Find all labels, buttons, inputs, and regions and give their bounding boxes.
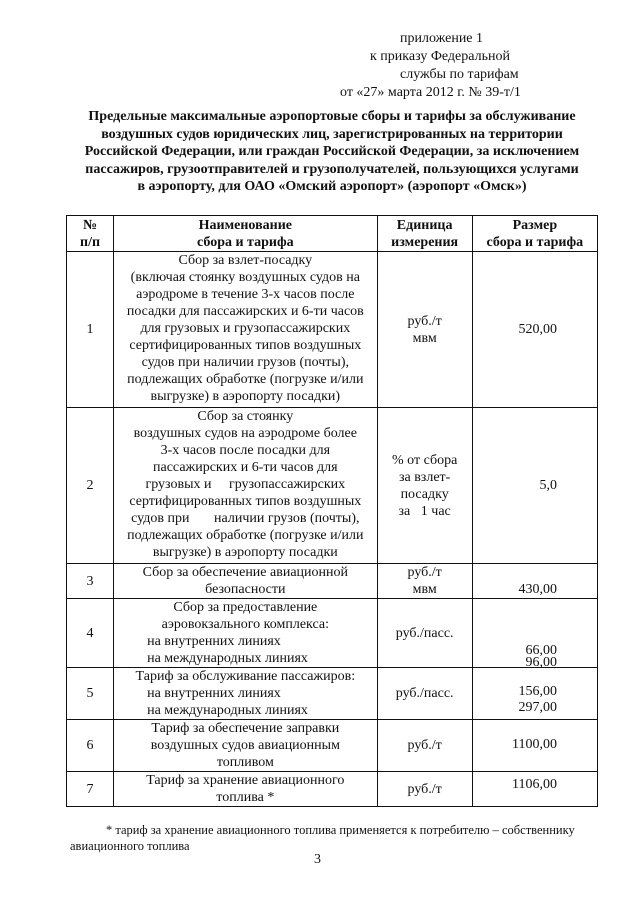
row-value-line: 1100,00 [512,737,557,752]
row-name [114,252,377,408]
row-unit-line: руб./т [407,313,442,329]
row-value-line: 1106,00 [512,777,557,792]
row-unit [377,408,472,564]
row-value-line: 96,00 [525,655,557,670]
row-unit-line: руб./пасс. [395,686,454,701]
appendix-header [340,30,600,102]
row-name-line: Тариф за хранение авиационного [146,773,345,788]
row-name-line: 3-х часов после посадки для [160,443,331,458]
header-unit [377,216,472,252]
row-name-line: на международных линиях [147,651,308,666]
row-name-line: на международных линиях [147,703,308,718]
row-name-line: для грузовых и грузопассажирских [140,321,351,336]
row-value-line: 520,00 [518,322,557,337]
row-unit-line: % от сбора [391,452,458,468]
row-name-line: выгрузке) в аэропорту посадки [152,545,338,560]
row-name-line: судов при наличии грузов (почты), [131,511,360,526]
row-name-line: Сбор за предоставление [173,600,318,615]
row-number: 5 [67,668,114,720]
row-value-line: 66,00 [525,643,557,658]
row-number: 2 [67,408,114,564]
header-value-line-1: Размер [512,217,558,233]
row-unit [377,564,472,599]
row-unit-line: посадку [400,486,449,502]
row-value [472,668,597,720]
row-name-line: (включая стоянку воздушных судов на [130,270,360,285]
appendix-line-4: от «27» марта 2012 г. № 39-т/1 [340,85,521,100]
row-value-line: 430,00 [518,582,557,597]
row-name [114,720,377,772]
appendix-line-2: к приказу Федеральной [370,49,510,64]
row-name [114,408,377,564]
table-row [67,668,598,720]
row-name-line: безопасности [205,582,286,597]
title-line-4: пассажиров, грузоотправителей и грузополучателей, пользующихся услугами [85,161,579,177]
title-line-2: воздушных судов юридических лиц, зарегистрированных на территории [101,126,563,142]
table-row [67,720,598,772]
header-unit-line-1: Единица [396,217,453,233]
row-value [472,599,597,668]
row-number: 1 [67,252,114,408]
header-name-line-2: сбора и тарифа [197,234,294,250]
header-value [472,216,597,252]
row-name-line: сертифицированных типов воздушных [129,494,362,509]
title-line-3: Российской Федерации, или граждан Российской Федерации, за исключением [84,144,580,160]
row-name-line: воздушных судов авиационным [150,738,340,753]
header-number [67,216,114,252]
row-unit [377,599,472,668]
table-row [67,599,598,668]
row-value [472,772,597,807]
row-unit-line: за 1 час [398,503,451,519]
row-name-line: сертифицированных типов воздушных [129,338,362,353]
row-value [472,564,597,599]
row-name-line: посадки для пассажирских и 6-ти часов [126,304,364,319]
row-unit [377,772,472,807]
row-name-line: грузовых и грузопассажирских [145,477,346,492]
table-row [67,408,598,564]
document-title [62,108,602,196]
row-value [472,408,597,564]
row-unit-line: мвм [412,582,437,597]
row-name-line: аэродроме в течение 3-х часов после [136,287,355,302]
row-value-line: 297,00 [518,700,557,715]
row-unit-line: за взлет- [398,469,451,485]
row-name-line: Сбор за взлет-посадку [178,253,313,268]
row-unit-line: мвм [412,330,437,346]
row-unit [377,720,472,772]
footnote-line-1: * тариф за хранение авиационного топлива применяется к потребителю – собственнику [106,823,575,837]
row-unit [377,668,472,720]
header-name [114,216,377,252]
row-name-line: Сбор за обеспечение авиационной [142,565,349,580]
row-name-line: аэровокзального комплекса: [161,617,329,632]
row-unit-line: руб./т [407,781,442,797]
page-number: 3 [314,852,321,867]
table-body [67,252,598,807]
appendix-line-3: службы по тарифам [400,67,519,82]
row-unit-line: руб./пасс. [395,625,454,641]
table-row [67,564,598,599]
header-unit-line-2: измерения [391,234,459,250]
row-name-line: подлежащих обработке (погрузке и/или [127,372,364,387]
appendix-line-1: приложение 1 [400,31,484,46]
row-number: 4 [67,599,114,668]
row-name [114,599,377,668]
table-header-row [67,216,598,252]
row-name-line: топливом [216,755,274,770]
row-number: 3 [67,564,114,599]
title-line-5: в аэропорту, для ОАО «Омский аэропорт» (аэропорт «Омск») [137,179,527,195]
row-name [114,772,377,807]
row-name-line: судов при наличии грузов (почты), [141,355,349,370]
row-name-line: Тариф за обслуживание пассажиров: [135,669,356,684]
row-name-line: выгрузке) в аэропорту посадки) [150,389,341,404]
row-value-line: 5,0 [539,478,557,493]
row-value-line: 156,00 [518,684,557,699]
row-name [114,564,377,599]
header-name-line-1: Наименование [198,217,292,233]
row-name-line: Тариф за обеспечение заправки [151,721,340,736]
row-name-line: подлежащих обработке (погрузке и/или [127,528,364,543]
row-number: 7 [67,772,114,807]
row-name-line: пассажирских и 6-ти часов для [153,460,338,475]
row-name-line: Сбор за стоянку [197,409,294,424]
header-number-line-1: № [83,217,98,233]
tariff-table [66,215,598,807]
row-unit [377,252,472,408]
row-name-line: топлива * [216,790,275,805]
row-unit-line: руб./т [407,565,442,580]
row-name-line: на внутренних линиях [147,634,281,649]
row-number: 6 [67,720,114,772]
header-value-line-2: сбора и тарифа [486,234,584,250]
table-row [67,252,598,408]
row-value [472,252,597,408]
row-value [472,720,597,772]
header-number-line-2: п/п [80,234,101,250]
row-name-line: воздушных судов на аэродроме более [133,426,357,441]
title-line-1: Предельные максимальные аэропортовые сборы и тарифы за обслуживание [88,109,576,124]
footnote-line-2: авиационного топлива [70,839,190,853]
row-name-line: на внутренних линиях [147,686,281,701]
row-name [114,668,377,720]
row-unit-line: руб./т [407,738,442,753]
table-row [67,772,598,807]
footnote [70,822,610,854]
